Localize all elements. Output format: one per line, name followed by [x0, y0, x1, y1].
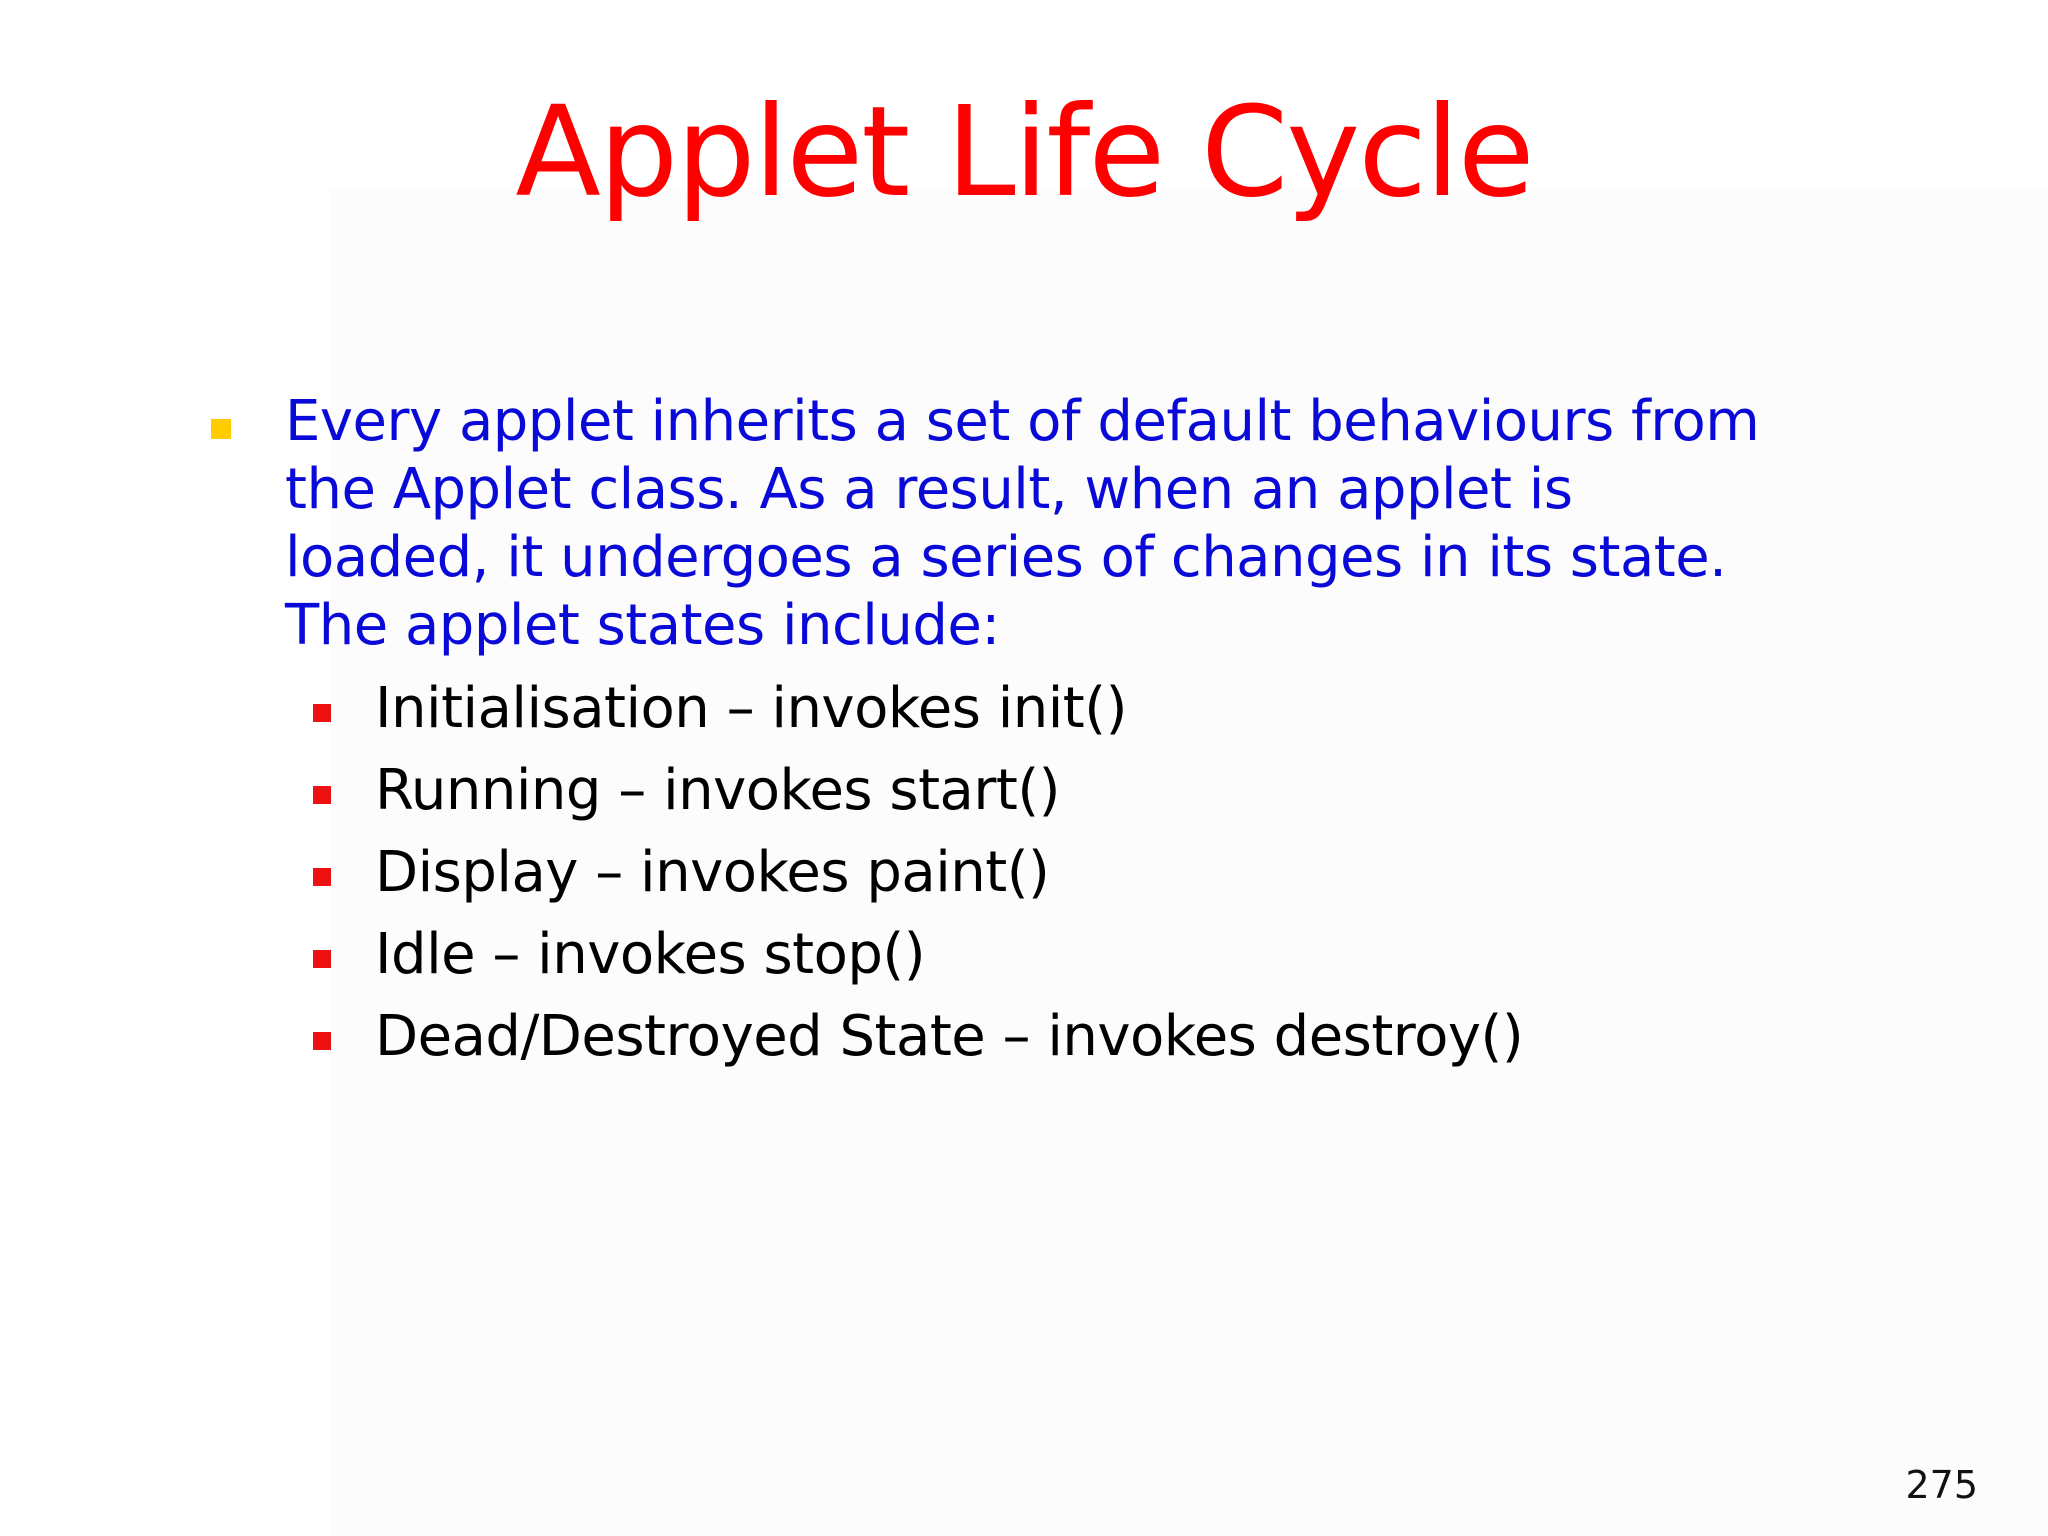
state-dead-destroyed: Dead/Destroyed State – invokes destroy(): [375, 1004, 1524, 1069]
main-bullet-point: [205, 388, 1765, 660]
list-item: [375, 914, 1765, 996]
list-item: [375, 832, 1765, 914]
red-square-bullet-icon: [313, 868, 331, 886]
red-square-bullet-icon: [313, 1032, 331, 1050]
state-idle: Idle – invokes stop(): [375, 922, 926, 987]
list-item: [375, 750, 1765, 832]
state-display: Display – invokes paint(): [375, 840, 1050, 905]
main-bullet-text: Every applet inherits a set of default behaviours from the Applet class. As a result, when an applet is loaded, it undergoes a series of changes in its state. The applet states include:: [285, 389, 1760, 658]
red-square-bullet-icon: [313, 786, 331, 804]
page-number: 275: [1905, 1463, 1978, 1507]
slide-title: Applet Life Cycle: [515, 80, 1533, 225]
applet-states-list: [205, 668, 1765, 1078]
state-initialisation: Initialisation – invokes init(): [375, 676, 1127, 741]
yellow-square-bullet-icon: [211, 419, 231, 439]
list-item: [375, 996, 1765, 1078]
list-item: [375, 668, 1765, 750]
red-square-bullet-icon: [313, 950, 331, 968]
red-square-bullet-icon: [313, 704, 331, 722]
state-running: Running – invokes start(): [375, 758, 1061, 823]
slide-body: [205, 388, 1765, 1078]
